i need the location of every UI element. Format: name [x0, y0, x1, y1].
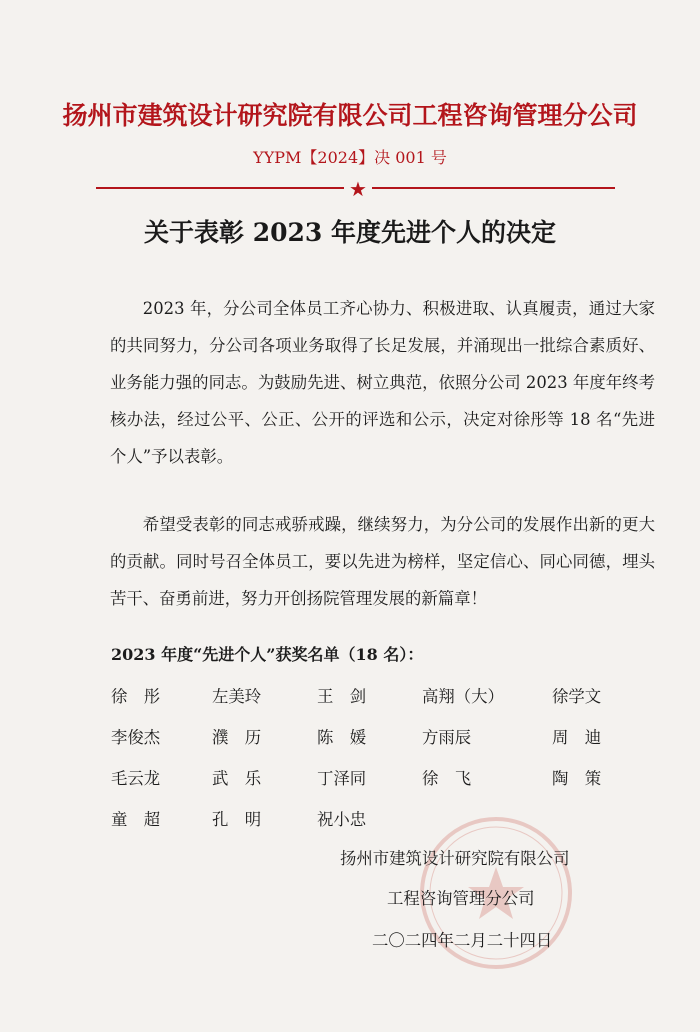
award-name: 童 超: [111, 810, 161, 829]
signature-company: 扬州市建筑设计研究院有限公司: [340, 849, 570, 868]
award-name: 濮 历: [212, 728, 262, 747]
award-name: 徐学文: [552, 687, 602, 706]
signature-branch: 工程咨询管理分公司: [387, 889, 535, 908]
award-name: 徐 飞: [422, 769, 472, 788]
award-name: 左美玲: [212, 687, 262, 706]
star-icon: ★: [349, 177, 367, 201]
award-name: 李俊杰: [111, 728, 161, 747]
award-list-heading: 2023 年度“先进个人”获奖名单（18 名）：: [111, 645, 424, 664]
award-name: 方雨辰: [422, 728, 472, 747]
body-paragraph-2: 希望受表彰的同志戒骄戒躁，继续努力，为分公司的发展作出新的更大的贡献。同时号召全体员工，要以先进为榜样，坚定信心、同心同德，埋头苦干、奋勇前进，努力开创扬院管理发展的新篇章！: [110, 515, 655, 608]
award-name: 丁泽同: [317, 769, 367, 788]
award-name: 陶 策: [552, 769, 602, 788]
document-title: 关于表彰 2023 年度先进个人的决定: [144, 218, 556, 247]
document-number: YYPM【2024】决 001 号: [253, 148, 447, 167]
award-name: 周 迪: [552, 728, 602, 747]
award-name: 武 乐: [212, 769, 262, 788]
award-name: 毛云龙: [111, 769, 161, 788]
header-rule-left: [96, 187, 344, 189]
award-name: 孔 明: [212, 810, 262, 829]
award-name: 高翔（大）: [422, 687, 504, 706]
award-name: 徐 彤: [111, 687, 161, 706]
award-name: 王 剑: [317, 687, 367, 706]
body-paragraph-1: 2023 年，分公司全体员工齐心协力、积极进取、认真履责，通过大家的共同努力，分公司各项业务取得了长足发展，并涌现出一批综合素质好、业务能力强的同志。为鼓励先进、树立典范，依照分公司 2023 年度年终考核办法，经过公平、公正、公开的评选和公示，决定对徐彤等 18 名“先进个人”予以表彰。: [110, 299, 655, 466]
award-name: 陈 媛: [317, 728, 367, 747]
signature-date: 二〇二四年二月二十四日: [372, 931, 553, 950]
header-rule-right: [372, 187, 615, 189]
award-name: 祝小忠: [317, 810, 367, 829]
organization-header: 扬州市建筑设计研究院有限公司工程咨询管理分公司: [62, 101, 638, 130]
